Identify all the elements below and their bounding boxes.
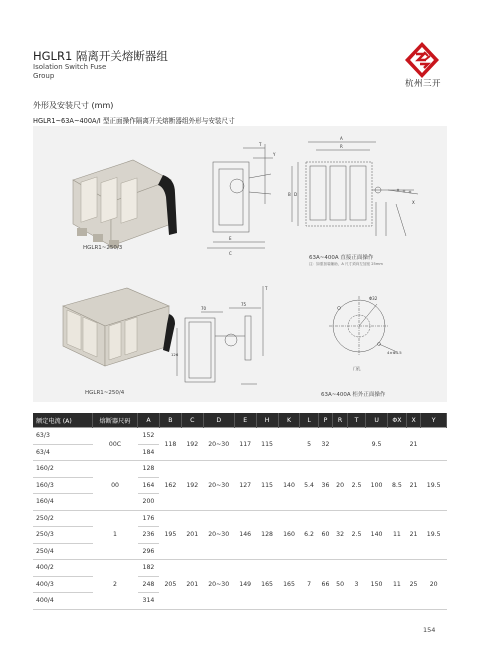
spec-table: [33, 413, 447, 610]
dim-label-Y: Y: [273, 152, 276, 157]
brand-logo-icon: [402, 40, 442, 80]
product-photo-3-pole: [63, 150, 193, 260]
dim-label-X: X: [412, 200, 415, 205]
col-header: X: [406, 413, 421, 428]
dim-label-E: E: [229, 236, 232, 241]
brand-logo: [402, 40, 442, 80]
dim-label-C: C: [229, 251, 232, 256]
brand-name: 杭州三开: [404, 79, 441, 89]
table-row: 400/3 248: [33, 576, 447, 593]
page-title: HGLR1 隔离开关熔断器组: [33, 49, 168, 63]
table-row: 250/3 236: [33, 527, 447, 544]
col-header: T: [347, 413, 365, 428]
dim-label-D: D: [294, 192, 298, 197]
col-header: ΦX: [388, 413, 407, 428]
table-row: 250/2 1 176 195 201 20~30 146 128 160 6.2 60 32 2.5 140 11 21 19.5: [33, 510, 447, 527]
dim-label-phi32: Φ32: [369, 296, 378, 301]
table-row: 160/3 164: [33, 477, 447, 494]
col-header: 熔断器尺码: [93, 413, 138, 428]
table-row: 160/4 200: [33, 494, 447, 511]
dim-label-hole: 4×Φ4.5: [387, 350, 402, 355]
spec-table-header: [33, 413, 447, 428]
product-photo-4-pole: [57, 284, 187, 374]
dim-label-75: 75: [241, 302, 247, 307]
col-header: A: [138, 413, 160, 428]
col-header: R: [333, 413, 348, 428]
col-header: E: [234, 413, 256, 428]
dim-label-door: 门孔: [353, 366, 361, 371]
subtitle-line-2: Group: [33, 72, 55, 80]
table-row: 160/2 00 128 162 192 20~30 127 115 140 5.4 36 20 2.5 100 8.5 21 19.5: [33, 461, 447, 478]
caption-bottom-left: HGLR1~250/4: [85, 390, 125, 396]
page-number: 154: [423, 626, 436, 634]
col-header: B: [159, 413, 181, 428]
note-top-right: 注：如需加装辅助，A 尺寸须向左加宽 25mm: [309, 262, 383, 266]
dim-label-T: T: [259, 142, 262, 147]
dim-label-T-bottom: T: [265, 286, 268, 291]
col-header: L: [300, 413, 318, 428]
dim-label-126: 126: [171, 352, 179, 357]
front-view-drawing-top: [288, 134, 438, 249]
col-header: Y: [421, 413, 447, 428]
caption-bottom-right: 63A~400A 柜外正面操作: [321, 392, 386, 398]
side-view-drawing-top: [193, 134, 283, 259]
section-subheading: HGLR1~63A~400A/I 型正面操作隔离开关熔断器组外形与安装尺寸: [33, 117, 235, 125]
caption-top-left: HGLR1~250/3: [83, 245, 123, 251]
section-heading: 外形及安装尺寸 (mm): [33, 101, 114, 110]
col-header: U: [366, 413, 388, 428]
table-row: 400/4 314: [33, 593, 447, 610]
side-view-drawing-bottom: [171, 276, 281, 396]
dim-label-B: B: [288, 192, 291, 197]
col-header: H: [256, 413, 278, 428]
dim-label-R: R: [340, 144, 343, 149]
subtitle-line-1: Isolation Switch Fuse: [33, 63, 107, 71]
col-header: 额定电流 (A): [33, 413, 93, 428]
dim-label-70: 70: [201, 306, 207, 311]
dim-label-A: A: [340, 136, 343, 141]
table-row: 400/2 2 182 205 201 20~30 149 165 165 7 66 50 3 150 11 25 20: [33, 560, 447, 577]
col-header: K: [278, 413, 300, 428]
drawing-panel: [33, 126, 447, 402]
col-header: P: [318, 413, 333, 428]
table-row: 63/3 00C 152 118 192 20~30 117 115 5 32 9.5 21: [33, 428, 447, 445]
col-header: C: [181, 413, 203, 428]
caption-top-right: 63A~400A 直接正面操作: [309, 255, 374, 261]
table-row: 63/4 184: [33, 444, 447, 461]
table-row: 250/4 296: [33, 543, 447, 560]
door-cutout-drawing: [317, 286, 427, 376]
col-header: D: [203, 413, 234, 428]
